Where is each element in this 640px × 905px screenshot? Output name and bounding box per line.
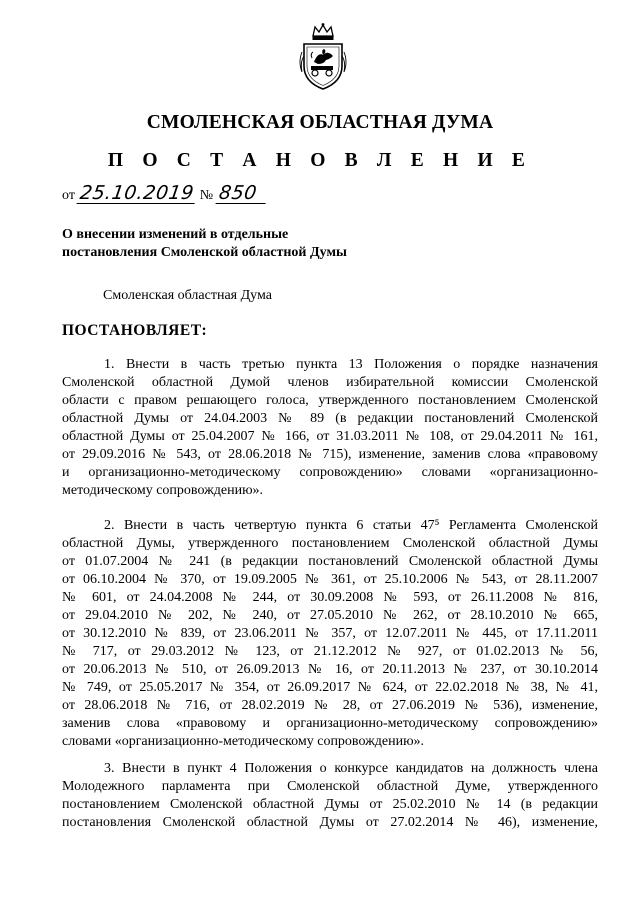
paragraph-line: № 749, от 25.05.2017 № 354, от 26.09.2017 № 624, от 22.02.2018 № 38, № 41, bbox=[62, 680, 598, 695]
number-sign: № bbox=[199, 188, 214, 203]
date-number-line bbox=[62, 183, 267, 207]
subject-line-2: постановления Смоленской областной Думы bbox=[62, 245, 347, 260]
paragraph-line: методическому сопровождению». bbox=[62, 483, 264, 498]
paragraph-1 bbox=[62, 356, 598, 500]
issuing-body: Смоленская областная Дума bbox=[103, 288, 272, 303]
handwritten-number: 850 bbox=[215, 183, 268, 204]
subject-line-1: О внесении изменений в отдельные bbox=[62, 227, 289, 242]
document-type-title: П О С Т А Н О В Л Е Н И Е bbox=[107, 150, 533, 171]
smolensk-coat-of-arms-icon bbox=[298, 22, 348, 92]
paragraph-line: постановления Смоленской областной Думы от 27.02.2014 № 46), изменение, bbox=[62, 815, 598, 830]
paragraph-line: от 29.09.2016 № 543, от 28.06.2018 № 715), изменение, заменив слова «правовому bbox=[62, 447, 598, 462]
decree-heading: ПОСТАНОВЛЯЕТ: bbox=[62, 322, 208, 339]
paragraph-line: постановлением Смоленской областной Думы от 25.02.2010 № 14 (в редакции bbox=[62, 797, 598, 812]
paragraph-line: областной Думы от 24.04.2003 № 89 (в редакции постановлений Смоленской bbox=[62, 411, 598, 426]
paragraph-line: от 01.07.2004 № 241 (в редакции постановлений Смоленской областной Думы bbox=[62, 554, 598, 569]
handwritten-date: 25.10.2019 bbox=[78, 182, 196, 204]
paragraph-line: от 28.06.2018 № 716, от 28.02.2019 № 28, от 27.06.2019 № 536), изменение, bbox=[62, 698, 598, 713]
paragraph-3 bbox=[62, 760, 598, 832]
paragraph-line: от 20.06.2013 № 510, от 26.09.2013 № 16, от 20.11.2013 № 237, от 30.10.2014 bbox=[62, 662, 598, 677]
paragraph-line: 2. Внести в часть четвертую пункта 6 статьи 47⁵ Регламента Смоленской bbox=[104, 518, 598, 533]
paragraph-line: 1. Внести в часть третью пункта 13 Положения о порядке назначения bbox=[104, 357, 598, 372]
paragraph-line: Смоленской областной Думой членов избирательной комиссии Смоленской bbox=[62, 375, 598, 390]
paragraph-line: от 29.04.2010 № 202, № 240, от 27.05.2010 № 262, от 28.10.2010 № 665, bbox=[62, 608, 598, 623]
paragraph-line: Молодежного парламента при Смоленской областной Думе, утвержденного bbox=[62, 779, 598, 794]
paragraph-line: словами «организационно-методическому сопровождению». bbox=[62, 734, 425, 749]
paragraph-line: № 601, от 24.04.2008 № 244, от 30.09.2008 № 593, от 26.11.2008 № 816, bbox=[62, 590, 598, 605]
document-subject bbox=[62, 226, 402, 262]
paragraph-line: 3. Внести в пункт 4 Положения о конкурсе кандидатов на должность члена bbox=[104, 761, 598, 776]
paragraph-line: области с правом решающего голоса, утвержденного постановлением Смоленской bbox=[62, 393, 598, 408]
paragraph-2 bbox=[62, 517, 598, 751]
paragraph-line: областной Думы, утвержденного постановлением Смоленской областной Думы bbox=[62, 536, 598, 551]
paragraph-line: заменив слова «правовому и организационно-методическому сопровождению» bbox=[62, 716, 598, 731]
paragraph-line: и организационно-методическому сопровождению» словами «организационно- bbox=[62, 465, 598, 480]
paragraph-line: от 06.10.2004 № 370, от 19.09.2005 № 361, от 25.10.2006 № 543, от 28.11.2007 bbox=[62, 572, 598, 587]
paragraph-line: от 30.12.2010 № 839, от 23.06.2011 № 357, от 12.07.2011 № 445, от 17.11.2011 bbox=[62, 626, 598, 641]
paragraph-line: № 717, от 29.03.2012 № 123, от 21.12.2012 № 927, от 01.02.2013 № 56, bbox=[62, 644, 598, 659]
organization-title: СМОЛЕНСКАЯ ОБЛАСТНАЯ ДУМА bbox=[146, 112, 494, 133]
date-prefix: от bbox=[62, 188, 75, 203]
paragraph-line: областной Думы от 25.04.2007 № 166, от 31.03.2011 № 108, от 29.04.2011 № 161, bbox=[62, 429, 598, 444]
